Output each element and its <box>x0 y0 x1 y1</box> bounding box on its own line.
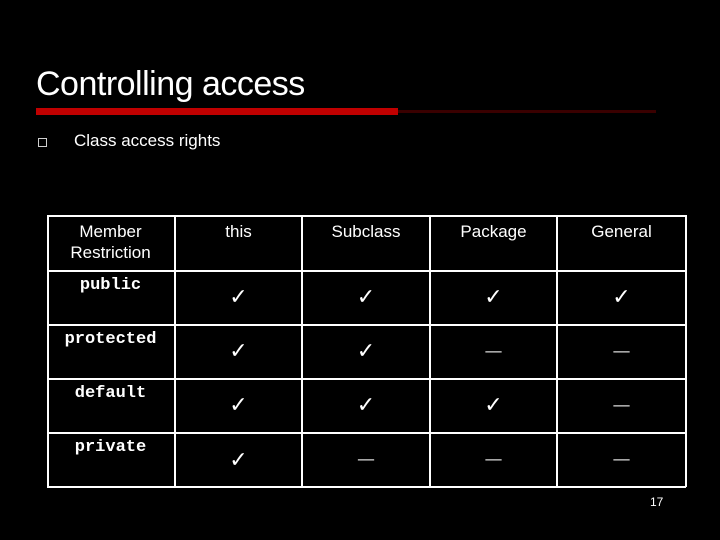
table-header-row <box>47 216 686 271</box>
dash-icon: — <box>612 340 631 362</box>
table-row <box>47 271 686 325</box>
access-cell <box>175 379 302 433</box>
header-label: this <box>225 222 252 241</box>
access-cell <box>302 271 430 325</box>
access-cell <box>302 379 430 433</box>
access-cell <box>302 325 430 379</box>
access-cell <box>175 271 302 325</box>
check-icon: ✓ <box>356 393 376 418</box>
header-general <box>557 216 686 271</box>
check-icon: ✓ <box>484 393 503 418</box>
access-cell <box>430 433 557 487</box>
bullet-square-icon <box>38 138 47 147</box>
access-cell <box>175 325 302 379</box>
check-icon: ✓ <box>229 393 248 418</box>
table-row <box>47 433 686 487</box>
access-cell <box>557 379 686 433</box>
header-this <box>175 216 302 271</box>
access-cell <box>302 433 430 487</box>
header-label: Subclass <box>331 222 401 241</box>
header-label: Member Restriction <box>70 222 151 262</box>
access-cell <box>430 325 557 379</box>
access-cell <box>430 379 557 433</box>
dash-icon: — <box>484 340 503 362</box>
slide-title: Controlling access <box>36 65 305 103</box>
access-cell <box>557 433 686 487</box>
check-icon: ✓ <box>229 339 248 364</box>
access-cell <box>430 271 557 325</box>
check-icon: ✓ <box>229 285 248 310</box>
dash-icon: — <box>612 394 631 416</box>
member-cell: protected <box>47 325 175 379</box>
access-cell <box>557 325 686 379</box>
header-package <box>430 216 557 271</box>
table-row <box>47 325 686 379</box>
header-member-restriction <box>47 216 175 271</box>
title-underline-dark <box>398 110 656 113</box>
page-number: 17 <box>650 495 664 509</box>
access-table <box>47 215 687 487</box>
check-icon: ✓ <box>484 285 503 310</box>
bullet-text: Class access rights <box>74 131 221 150</box>
member-cell: public <box>47 271 175 325</box>
dash-icon: — <box>484 449 503 470</box>
check-icon: ✓ <box>229 447 248 473</box>
check-icon: ✓ <box>356 339 376 364</box>
check-icon: ✓ <box>356 285 376 310</box>
header-label: Package <box>460 222 527 241</box>
check-icon: ✓ <box>612 285 631 310</box>
title-underline-accent <box>36 108 398 115</box>
access-cell <box>557 271 686 325</box>
header-subclass <box>302 216 430 271</box>
member-cell: default <box>47 379 175 433</box>
dash-icon: — <box>612 449 631 470</box>
member-cell: private <box>47 433 175 487</box>
access-cell <box>175 433 302 487</box>
dash-icon: — <box>357 449 375 470</box>
header-label: General <box>591 222 652 241</box>
table-row <box>47 379 686 433</box>
